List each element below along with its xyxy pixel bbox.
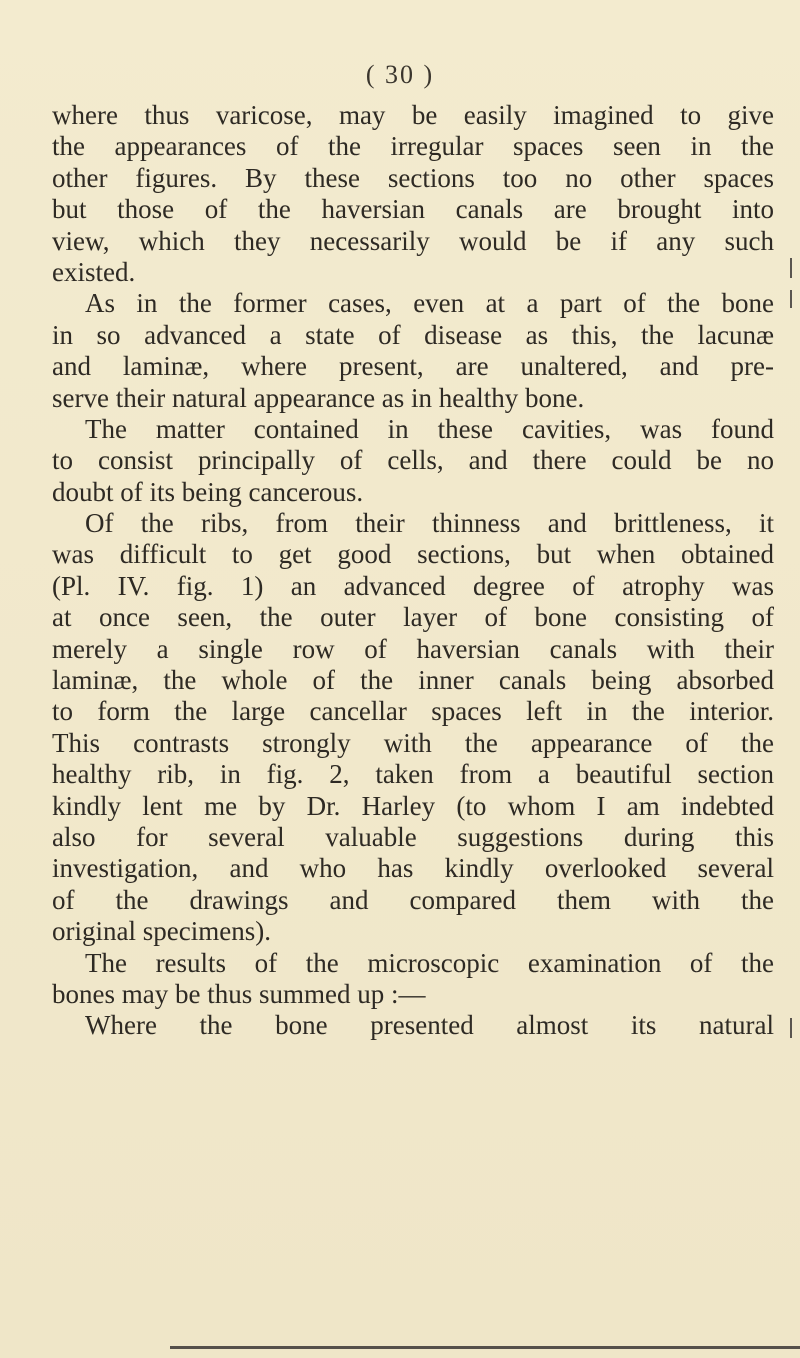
text-line: other figures. By these sections too no other spaces — [52, 162, 774, 193]
text-line: merely a single row of haversian canals with their — [52, 633, 774, 664]
text-line: to form the large cancellar spaces left in the interior. — [52, 696, 774, 727]
text-line: The matter contained in these cavities, was found — [85, 413, 774, 444]
text-line: serve their natural appearance as in healthy bone. — [52, 382, 585, 413]
text-line: doubt of its being cancerous. — [52, 476, 364, 507]
text-line: investigation, and who has kindly overlooked several — [52, 853, 774, 884]
text-line: bones may be thus summed up :— — [52, 978, 426, 1009]
text-line: at once seen, the outer layer of bone consisting of — [52, 602, 774, 633]
page-bottom-edge — [170, 1346, 800, 1349]
text-line: healthy rib, in fig. 2, taken from a beautiful section — [52, 759, 774, 790]
text-line: of the drawings and compared them with the — [52, 884, 774, 915]
text-line: (Pl. IV. fig. 1) an advanced degree of atrophy was — [52, 570, 774, 601]
margin-mark — [790, 290, 792, 308]
text-line: in so advanced a state of disease as this, the lacunæ — [52, 319, 774, 350]
text-line: original specimens). — [52, 916, 271, 947]
text-line: the appearances of the irregular spaces seen in the — [52, 131, 774, 162]
text-line: to consist principally of cells, and there could be no — [52, 445, 774, 476]
text-line: existed. — [52, 256, 136, 287]
text-line: and laminæ, where present, are unaltered, and pre- — [52, 351, 774, 382]
margin-mark — [790, 258, 792, 278]
text-line: As in the former cases, even at a part of the bone — [85, 288, 774, 319]
text-line: This contrasts strongly with the appearance of the — [52, 727, 774, 758]
text-line: where thus varicose, may be easily imagined to give — [52, 100, 774, 130]
text-line: view, which they necessarily would be if any such — [52, 225, 774, 256]
margin-mark — [790, 1018, 792, 1038]
text-line: Where the bone presented almost its natural — [85, 1010, 774, 1041]
text-line: also for several valuable suggestions during this — [52, 821, 774, 852]
page-number: ( 30 ) — [365, 60, 435, 89]
text-line: The results of the microscopic examination of the — [85, 947, 774, 978]
text-line: laminæ, the whole of the inner canals being absorbed — [52, 665, 774, 696]
text-line: was difficult to get good sections, but when obtained — [52, 539, 774, 570]
body-text — [52, 100, 774, 1042]
text-line: kindly lent me by Dr. Harley (to whom I am indebted — [52, 790, 774, 821]
text-line: but those of the haversian canals are brought into — [52, 194, 774, 225]
text-line: Of the ribs, from their thinness and brittleness, it — [85, 508, 774, 539]
